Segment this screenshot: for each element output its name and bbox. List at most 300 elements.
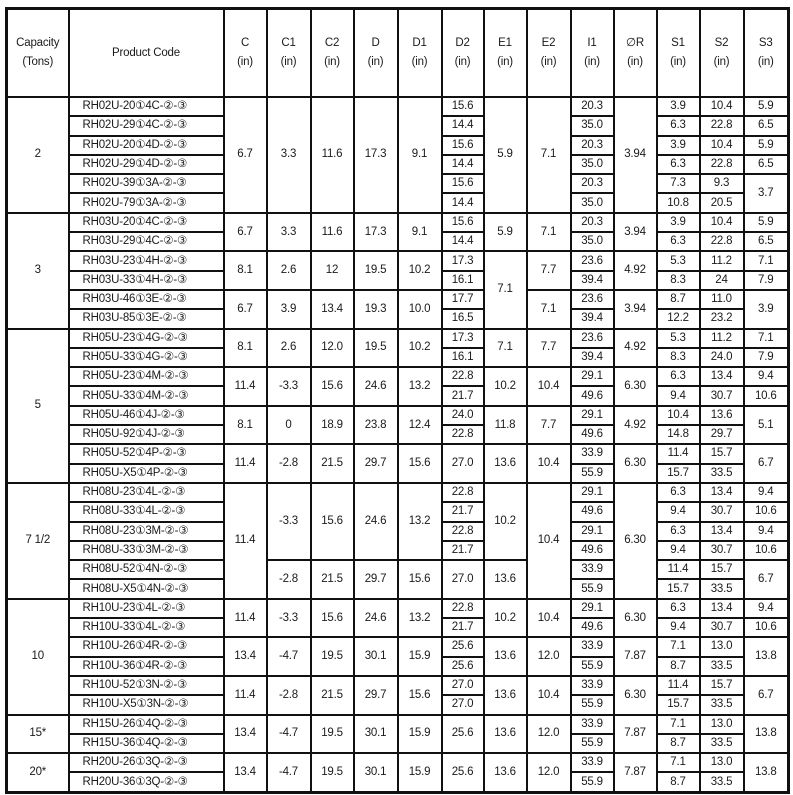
e2-cell: 10.4: [527, 676, 571, 715]
product-code-cell: RH02U-20①4C-②-③: [69, 97, 224, 116]
table-row: [7, 715, 789, 734]
table-row: [7, 213, 789, 232]
product-code-cell: RH02U-79①3A-②-③: [69, 193, 224, 212]
s1-cell: 6.3: [657, 116, 700, 135]
c2-cell: 11.6: [311, 213, 354, 252]
s3-cell: 7.1: [744, 251, 789, 270]
header-c1: [267, 9, 311, 98]
c-cell: 6.7: [224, 213, 267, 252]
d2-cell: 15.6: [442, 174, 484, 193]
e1-cell: 5.9: [484, 213, 527, 252]
s1-cell: 3.9: [657, 136, 700, 155]
s3-cell: 7.9: [744, 271, 789, 290]
e2-cell: 12.0: [527, 637, 571, 676]
i1-cell: 55.9: [571, 695, 614, 714]
i1-cell: 29.1: [571, 483, 614, 502]
s2-cell: 33.5: [700, 772, 744, 792]
table-header: [7, 9, 789, 98]
header-label: S3: [758, 37, 773, 49]
s1-cell: 6.3: [657, 483, 700, 502]
table-row: [7, 483, 789, 502]
i1-cell: 20.3: [571, 97, 614, 116]
table-row: [7, 406, 789, 425]
header-c2: [311, 9, 354, 98]
i1-cell: 39.4: [571, 348, 614, 367]
table-row: [7, 637, 789, 656]
c-cell: 11.4: [224, 444, 267, 483]
product-code-cell: RH03U-85①3E-②-③: [69, 309, 224, 328]
i1-cell: 33.9: [571, 560, 614, 579]
s2-cell: 30.7: [700, 386, 744, 405]
c2-cell: 21.5: [311, 560, 354, 599]
s3-cell: 5.9: [744, 136, 789, 155]
header-unit: (in): [670, 56, 686, 68]
s3-cell: 9.4: [744, 483, 789, 502]
s3-cell: 7.1: [744, 329, 789, 348]
product-code-cell: RH05U-X5①4P-②-③: [69, 464, 224, 483]
s2-cell: 24: [700, 271, 744, 290]
s2-cell: 15.7: [700, 444, 744, 463]
header-label: I1: [587, 37, 597, 49]
product-code-cell: RH20U-36①3Q-②-③: [69, 772, 224, 792]
product-code-cell: RH08U-23①3M-②-③: [69, 522, 224, 541]
s3-cell: 3.9: [744, 290, 789, 329]
table-body: [7, 97, 789, 792]
product-code-cell: RH10U-36①4R-②-③: [69, 657, 224, 676]
d1-cell: 15.6: [398, 444, 442, 483]
c-cell: 11.4: [224, 676, 267, 715]
i1-cell: 33.9: [571, 715, 614, 734]
s3-cell: 5.9: [744, 213, 789, 232]
s1-cell: 9.4: [657, 541, 700, 560]
s1-cell: 7.1: [657, 753, 700, 772]
e2-cell: 7.7: [527, 251, 571, 290]
c1-cell: 2.6: [267, 251, 311, 290]
c1-cell: -3.3: [267, 367, 311, 406]
s2-cell: 23.2: [700, 309, 744, 328]
i1-cell: 23.6: [571, 290, 614, 309]
header-capacity: [7, 9, 69, 98]
header-unit: (in): [280, 56, 297, 68]
header-unit: (in): [757, 56, 774, 68]
c1-cell: 3.3: [267, 213, 311, 252]
d2-cell: 16.1: [442, 271, 484, 290]
s2-cell: 13.4: [700, 599, 744, 618]
c2-cell: 21.5: [311, 444, 354, 483]
header-label: Capacity: [16, 37, 60, 49]
e1-cell: 13.6: [484, 560, 527, 599]
d2-cell: 14.4: [442, 155, 484, 174]
d-cell: 19.5: [354, 329, 398, 368]
s3-cell: 13.8: [744, 637, 789, 676]
s3-cell: 13.8: [744, 753, 789, 792]
d-cell: 17.3: [354, 213, 398, 252]
header-label: E2: [541, 37, 556, 49]
c1-cell: -4.7: [267, 715, 311, 754]
product-code-cell: RH03U-23①4H-②-③: [69, 251, 224, 270]
i1-cell: 39.4: [571, 309, 614, 328]
header-unit: (in): [540, 56, 557, 68]
specifications-table: [5, 7, 790, 794]
s2-cell: 33.5: [700, 734, 744, 753]
s2-cell: 33.5: [700, 695, 744, 714]
s1-cell: 6.3: [657, 522, 700, 541]
i1-cell: 35.0: [571, 116, 614, 135]
c2-cell: 11.6: [311, 97, 354, 213]
c-cell: 6.7: [224, 97, 267, 213]
s2-cell: 13.4: [700, 367, 744, 386]
c2-cell: 19.5: [311, 753, 354, 792]
s3-cell: 9.4: [744, 599, 789, 618]
i1-cell: 23.6: [571, 329, 614, 348]
e2-cell: 7.1: [527, 97, 571, 213]
product-code-cell: RH20U-26①3Q-②-③: [69, 753, 224, 772]
d1-cell: 10.2: [398, 329, 442, 368]
s2-cell: 33.5: [700, 464, 744, 483]
i1-cell: 33.9: [571, 753, 614, 772]
d-cell: 29.7: [354, 560, 398, 599]
r-cell: 4.92: [614, 329, 657, 368]
d2-cell: 17.7: [442, 290, 484, 309]
header-r: [614, 9, 657, 98]
d2-cell: 27.0: [442, 560, 484, 599]
c2-cell: 15.6: [311, 599, 354, 638]
s3-cell: 13.8: [744, 715, 789, 754]
r-cell: 3.94: [614, 290, 657, 329]
s1-cell: 5.3: [657, 251, 700, 270]
product-code-cell: RH08U-33①3M-②-③: [69, 541, 224, 560]
d1-cell: 15.6: [398, 676, 442, 715]
c-cell: 13.4: [224, 715, 267, 754]
header-unit: (in): [237, 56, 253, 68]
d2-cell: 15.6: [442, 213, 484, 232]
e2-cell: 7.1: [527, 290, 571, 329]
header-s3: [744, 9, 789, 98]
c-cell: 11.4: [224, 599, 267, 638]
d-cell: 24.6: [354, 367, 398, 406]
s3-cell: 10.6: [744, 386, 789, 405]
e1-cell: 13.6: [484, 637, 527, 676]
r-cell: 6.30: [614, 599, 657, 638]
table-row: [7, 367, 789, 386]
header-unit: (in): [713, 56, 730, 68]
d2-cell: 27.0: [442, 444, 484, 483]
r-cell: 6.30: [614, 483, 657, 599]
r-cell: 4.92: [614, 251, 657, 290]
s1-cell: 8.3: [657, 271, 700, 290]
i1-cell: 29.1: [571, 522, 614, 541]
product-code-cell: RH05U-46①4J-②-③: [69, 406, 224, 425]
header-unit: (in): [497, 56, 513, 68]
table-row: [7, 329, 789, 348]
s2-cell: 33.5: [700, 579, 744, 598]
i1-cell: 29.1: [571, 367, 614, 386]
product-code-cell: RH10U-23①4L-②-③: [69, 599, 224, 618]
i1-cell: 20.3: [571, 213, 614, 232]
d2-cell: 27.0: [442, 676, 484, 695]
header-label: ∅R: [626, 37, 644, 49]
r-cell: 4.92: [614, 406, 657, 445]
capacity-cell: 7 1/2: [7, 483, 69, 599]
e1-cell: 13.6: [484, 444, 527, 483]
i1-cell: 33.9: [571, 676, 614, 695]
s2-cell: 10.4: [700, 213, 744, 232]
s3-cell: 5.1: [744, 406, 789, 445]
s3-cell: 6.5: [744, 155, 789, 174]
product-code-cell: RH02U-29①4D-②-③: [69, 155, 224, 174]
d2-cell: 24.0: [442, 406, 484, 425]
s2-cell: 9.3: [700, 174, 744, 193]
product-code-cell: RH05U-23①4M-②-③: [69, 367, 224, 386]
e2-cell: 10.4: [527, 483, 571, 599]
s1-cell: 8.7: [657, 657, 700, 676]
r-cell: 6.30: [614, 676, 657, 715]
header-label: Product Code: [112, 46, 180, 59]
s2-cell: 22.8: [700, 155, 744, 174]
product-code-cell: RH08U-23①4L-②-③: [69, 483, 224, 502]
s1-cell: 5.3: [657, 329, 700, 348]
s1-cell: 11.4: [657, 444, 700, 463]
product-code-cell: RH15U-26①4Q-②-③: [69, 715, 224, 734]
e2-cell: 10.4: [527, 444, 571, 483]
i1-cell: 39.4: [571, 271, 614, 290]
e1-cell: 13.6: [484, 715, 527, 754]
i1-cell: 49.6: [571, 618, 614, 637]
table-row: [7, 560, 789, 579]
s1-cell: 8.3: [657, 348, 700, 367]
d2-cell: 25.6: [442, 657, 484, 676]
i1-cell: 55.9: [571, 734, 614, 753]
d2-cell: 14.4: [442, 116, 484, 135]
s2-cell: 30.7: [700, 502, 744, 521]
header-unit: (Tons): [22, 56, 54, 68]
s3-cell: 6.7: [744, 676, 789, 715]
capacity-cell: 15*: [7, 715, 69, 754]
product-code-cell: RH05U-33①4M-②-③: [69, 386, 224, 405]
product-code-cell: RH03U-29①4C-②-③: [69, 232, 224, 251]
header-c: [224, 9, 267, 98]
header-label: C2: [324, 37, 340, 49]
s2-cell: 30.7: [700, 541, 744, 560]
header-unit: (in): [411, 56, 428, 68]
d2-cell: 16.5: [442, 309, 484, 328]
s1-cell: 9.4: [657, 502, 700, 521]
d2-cell: 22.8: [442, 483, 484, 502]
d2-cell: 21.7: [442, 502, 484, 521]
product-code-cell: RH05U-33①4G-②-③: [69, 348, 224, 367]
header-label: C: [240, 37, 250, 49]
d2-cell: 17.3: [442, 251, 484, 270]
s3-cell: 9.4: [744, 522, 789, 541]
s1-cell: 8.7: [657, 290, 700, 309]
product-code-cell: RH03U-46①3E-②-③: [69, 290, 224, 309]
capacity-cell: 20*: [7, 753, 69, 792]
d1-cell: 13.2: [398, 483, 442, 560]
d-cell: 19.5: [354, 251, 398, 290]
d2-cell: 14.4: [442, 193, 484, 212]
c-cell: 13.4: [224, 753, 267, 792]
d1-cell: 15.6: [398, 560, 442, 599]
c1-cell: 2.6: [267, 329, 311, 368]
header-label: D1: [412, 37, 427, 49]
e2-cell: 7.7: [527, 406, 571, 445]
c-cell: 8.1: [224, 406, 267, 445]
c1-cell: 0: [267, 406, 311, 445]
d2-cell: 21.7: [442, 541, 484, 560]
header-label: S1: [671, 37, 685, 49]
c2-cell: 15.6: [311, 483, 354, 560]
s1-cell: 9.4: [657, 386, 700, 405]
e1-cell: 13.6: [484, 753, 527, 792]
s3-cell: 6.5: [744, 116, 789, 135]
r-cell: 6.30: [614, 367, 657, 406]
i1-cell: 20.3: [571, 136, 614, 155]
s1-cell: 8.7: [657, 734, 700, 753]
table-row: [7, 290, 789, 309]
capacity-cell: 5: [7, 329, 69, 483]
s1-cell: 12.2: [657, 309, 700, 328]
product-code-cell: RH15U-36①4Q-②-③: [69, 734, 224, 753]
i1-cell: 49.6: [571, 386, 614, 405]
e1-cell: 7.1: [484, 329, 527, 368]
e2-cell: 7.7: [527, 329, 571, 368]
i1-cell: 23.6: [571, 251, 614, 270]
c-cell: 13.4: [224, 637, 267, 676]
header-i1: [571, 9, 614, 98]
s3-cell: 10.6: [744, 502, 789, 521]
e2-cell: 12.0: [527, 753, 571, 792]
r-cell: 7.87: [614, 637, 657, 676]
c1-cell: -3.3: [267, 599, 311, 638]
s2-cell: 11.2: [700, 251, 744, 270]
c2-cell: 15.6: [311, 367, 354, 406]
d1-cell: 15.9: [398, 753, 442, 792]
d2-cell: 22.8: [442, 367, 484, 386]
s2-cell: 24.0: [700, 348, 744, 367]
c2-cell: 12: [311, 251, 354, 290]
table-row: [7, 97, 789, 116]
table-row: [7, 599, 789, 618]
s1-cell: 15.7: [657, 579, 700, 598]
c1-cell: 3.9: [267, 290, 311, 329]
i1-cell: 55.9: [571, 772, 614, 792]
s1-cell: 10.8: [657, 193, 700, 212]
product-code-cell: RH08U-X5①4N-②-③: [69, 579, 224, 598]
r-cell: 7.87: [614, 753, 657, 792]
header-unit: (in): [324, 56, 340, 68]
c2-cell: 13.4: [311, 290, 354, 329]
header-unit: (in): [367, 56, 384, 68]
c-cell: 8.1: [224, 251, 267, 290]
s1-cell: 14.8: [657, 425, 700, 444]
d2-cell: 14.4: [442, 232, 484, 251]
s1-cell: 11.4: [657, 676, 700, 695]
d1-cell: 10.2: [398, 251, 442, 290]
capacity-cell: 2: [7, 97, 69, 213]
e1-cell: 11.8: [484, 406, 527, 445]
r-cell: 7.87: [614, 715, 657, 754]
s2-cell: 11.0: [700, 290, 744, 309]
capacity-cell: 10: [7, 599, 69, 715]
c1-cell: -2.8: [267, 560, 311, 599]
d1-cell: 13.2: [398, 599, 442, 638]
s2-cell: 29.7: [700, 425, 744, 444]
header-d2: [442, 9, 484, 98]
s1-cell: 7.1: [657, 715, 700, 734]
i1-cell: 35.0: [571, 193, 614, 212]
s2-cell: 13.0: [700, 753, 744, 772]
i1-cell: 33.9: [571, 637, 614, 656]
s1-cell: 6.3: [657, 599, 700, 618]
table-row: [7, 251, 789, 270]
s3-cell: 6.7: [744, 560, 789, 599]
header-unit: (in): [627, 56, 643, 68]
s2-cell: 10.4: [700, 136, 744, 155]
s1-cell: 11.4: [657, 560, 700, 579]
s2-cell: 13.4: [700, 522, 744, 541]
product-code-cell: RH02U-39①3A-②-③: [69, 174, 224, 193]
e1-cell: 7.1: [484, 251, 527, 328]
header-label: C1: [281, 37, 296, 49]
product-code-cell: RH05U-52①4P-②-③: [69, 444, 224, 463]
s2-cell: 11.2: [700, 329, 744, 348]
i1-cell: 35.0: [571, 155, 614, 174]
d2-cell: 21.7: [442, 618, 484, 637]
header-e1: [484, 9, 527, 98]
e1-cell: 10.2: [484, 367, 527, 406]
d2-cell: 21.7: [442, 386, 484, 405]
c-cell: 8.1: [224, 329, 267, 368]
c1-cell: -3.3: [267, 483, 311, 560]
s3-cell: 5.9: [744, 97, 789, 116]
i1-cell: 55.9: [571, 579, 614, 598]
i1-cell: 35.0: [571, 232, 614, 251]
s1-cell: 3.9: [657, 213, 700, 232]
product-code-cell: RH10U-52①3N-②-③: [69, 676, 224, 695]
s1-cell: 6.3: [657, 155, 700, 174]
d1-cell: 10.0: [398, 290, 442, 329]
d-cell: 24.6: [354, 483, 398, 560]
product-code-cell: RH05U-92①4J-②-③: [69, 425, 224, 444]
c-cell: 6.7: [224, 290, 267, 329]
e2-cell: 12.0: [527, 715, 571, 754]
product-code-cell: RH08U-33①4L-②-③: [69, 502, 224, 521]
i1-cell: 20.3: [571, 174, 614, 193]
s2-cell: 13.0: [700, 715, 744, 734]
d2-cell: 25.6: [442, 753, 484, 792]
d1-cell: 9.1: [398, 97, 442, 213]
d1-cell: 13.2: [398, 367, 442, 406]
header-s1: [657, 9, 700, 98]
i1-cell: 29.1: [571, 406, 614, 425]
d1-cell: 15.9: [398, 715, 442, 754]
d-cell: 30.1: [354, 715, 398, 754]
r-cell: 6.30: [614, 444, 657, 483]
s2-cell: 33.5: [700, 657, 744, 676]
header-label: E1: [498, 37, 512, 49]
d-cell: 23.8: [354, 406, 398, 445]
product-code-cell: RH10U-X5①3N-②-③: [69, 695, 224, 714]
i1-cell: 49.6: [571, 425, 614, 444]
i1-cell: 49.6: [571, 502, 614, 521]
d-cell: 29.7: [354, 676, 398, 715]
d-cell: 17.3: [354, 97, 398, 213]
s2-cell: 10.4: [700, 97, 744, 116]
d2-cell: 22.8: [442, 522, 484, 541]
d2-cell: 22.8: [442, 425, 484, 444]
c2-cell: 12.0: [311, 329, 354, 368]
d2-cell: 16.1: [442, 348, 484, 367]
